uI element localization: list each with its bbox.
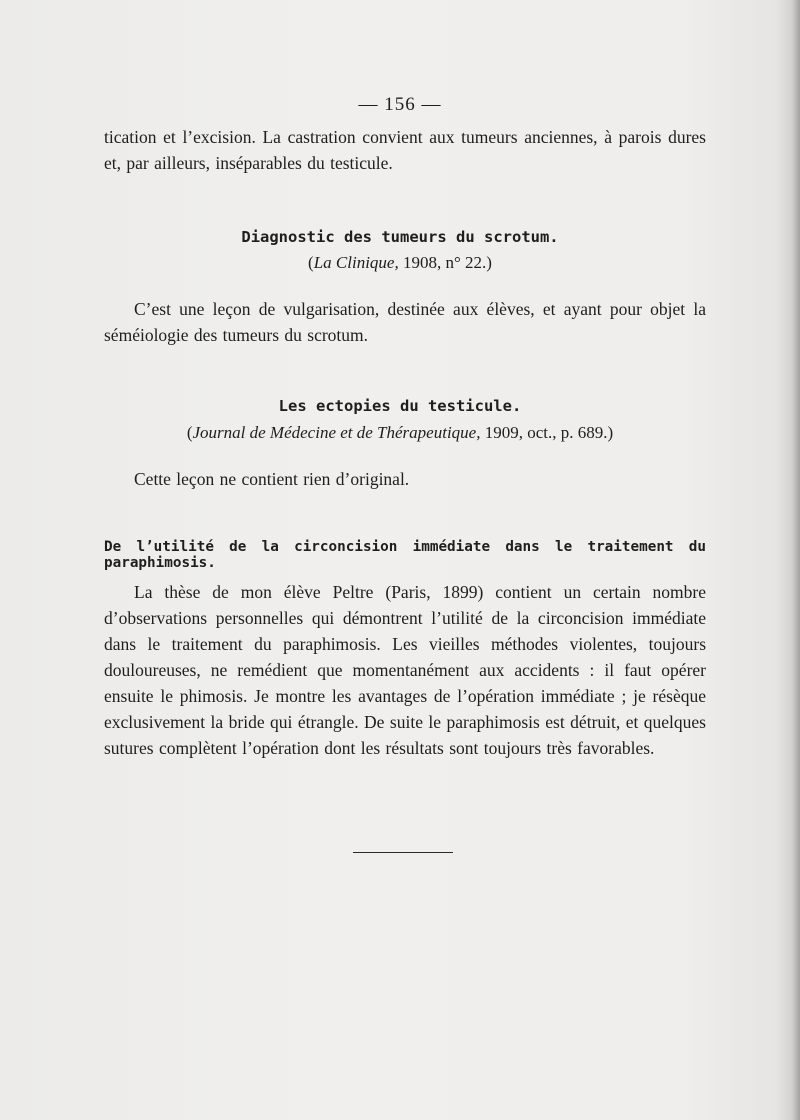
source-details: 1909, oct., p. 689. <box>480 423 608 442</box>
section-title-circoncision: De l’utilité de la circoncision immédiate dans le traitement du paraphimosis. <box>104 539 706 571</box>
section-body-diagnostic: C’est une leçon de vulgarisation, destinée aux élèves, et ayant pour objet la séméiologie des tumeurs du scrotum. <box>104 299 706 345</box>
section-title-diagnostic: Diagnostic des tumeurs du scrotum. <box>241 228 559 246</box>
intro-paragraph: tication et l’excision. La castration convient aux tumeurs anciennes, à parois dures et, par ailleurs, inséparables du testicule. <box>104 127 706 173</box>
section-source-diagnostic: (La Clinique, 1908, n° 22.) <box>308 253 492 272</box>
page-edge-shadow <box>792 0 800 1120</box>
source-journal: La Clinique, <box>313 253 399 272</box>
source-journal: Journal de Médecine et de Thérapeutique, <box>192 423 481 442</box>
section-source-ectopies: (Journal de Médecine et de Thérapeutique, 1909, oct., p. 689.) <box>186 423 614 442</box>
source-details: 1908, n° 22. <box>398 253 487 272</box>
page-number: — 156 — <box>358 94 442 115</box>
section-body-circoncision: La thèse de mon élève Peltre (Paris, 1899) contient un certain nombre d’observations personnelles qui démontrent l’utilité de la circoncision immédiate dans le traitement du paraphimosis. Les vieilles méthodes violentes, toujours douloureuses, ne remédient que momentanément aux accidents : il faut opérer ensuite le phimosis. Je montre les avantages de l’opération immédiate ; je résèque exclusivement la bride qui étrangle. De suite le paraphimosis est détruit, et quelques sutures complètent l’opération dont les résultats sont toujours très favorables. <box>104 582 706 758</box>
section-body-ectopies: Cette leçon ne contient rien d’original. <box>134 469 410 489</box>
closing-rule <box>353 852 453 853</box>
section-title-ectopies: Les ectopies du testicule. <box>278 397 522 415</box>
